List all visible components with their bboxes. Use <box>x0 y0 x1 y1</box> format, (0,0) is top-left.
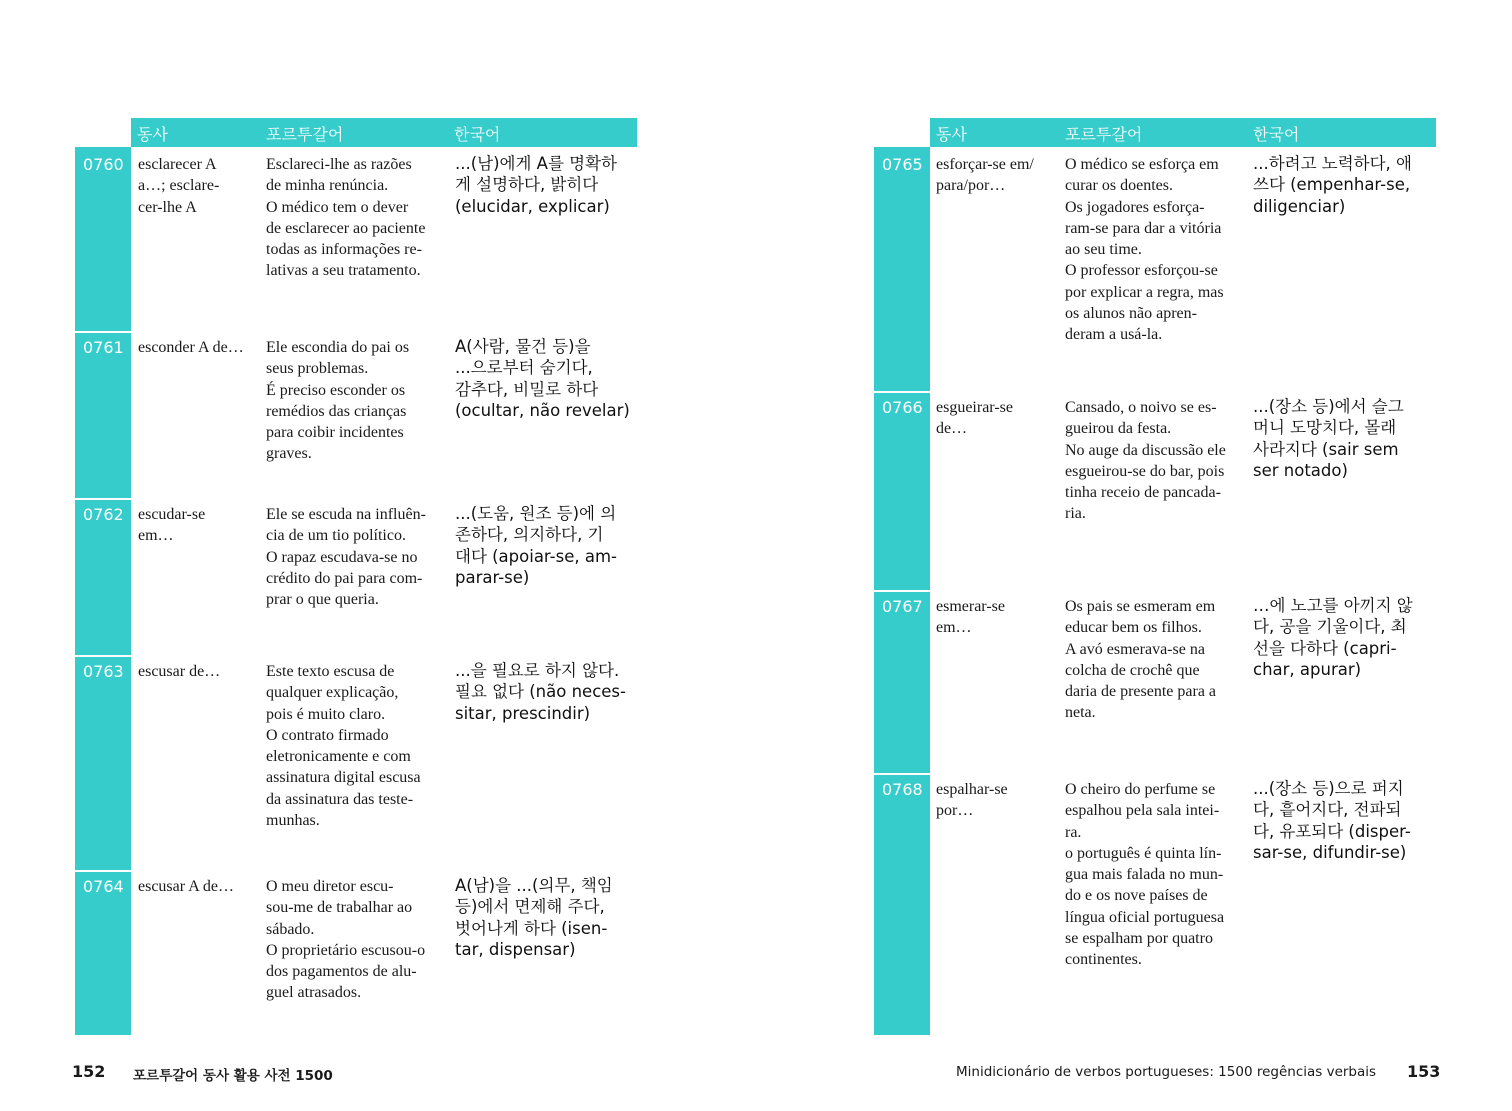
text-line: A(사람, 물건 등)을 <box>455 337 591 356</box>
text-line: deram a usá-la. <box>1065 326 1163 344</box>
row-divider <box>75 331 131 333</box>
text-line: ...(장소 등)에서 슬그 <box>1253 397 1404 416</box>
text-line: O professor esforçou-se <box>1065 262 1218 280</box>
text-line: de… <box>936 420 968 438</box>
header-verb: 동사 <box>936 125 967 144</box>
korean-meaning <box>455 660 626 724</box>
text-line: 대다 (apoiar-se, am- <box>455 546 617 566</box>
header-verb: 동사 <box>137 125 168 144</box>
text-line: ra. <box>1065 823 1082 841</box>
text-line: sitar, prescindir) <box>455 703 591 723</box>
text-line: ria. <box>1065 505 1086 523</box>
text-line: prar o que queria. <box>266 591 379 609</box>
text-line: ...(장소 등)으로 퍼지 <box>1253 779 1404 798</box>
text-line: munhas. <box>266 812 320 830</box>
text-line: gua mais falada no mun- <box>1065 866 1224 884</box>
verb-phrase <box>936 596 1005 639</box>
text-line: O contrato firmado <box>266 726 389 744</box>
entry-number: 0761 <box>83 338 124 357</box>
entry-number: 0764 <box>83 877 124 896</box>
korean-meaning <box>455 153 617 217</box>
entry-number: 0763 <box>83 662 124 681</box>
text-line: espalhar-se <box>936 781 1008 798</box>
page-number: 152 <box>72 1062 106 1081</box>
text-line: de minha renúncia. <box>266 177 389 195</box>
verb-phrase <box>138 337 244 358</box>
text-line: qualquer explicação, <box>266 684 399 702</box>
row-divider <box>874 590 930 592</box>
text-line: espalhou pela sala intei- <box>1065 802 1220 820</box>
text-line: 머니 도망치다, 몰래 <box>1253 418 1397 438</box>
korean-meaning <box>455 503 617 588</box>
text-line: sou-me de trabalhar ao <box>266 899 413 917</box>
text-line: daria de presente para a <box>1065 683 1217 701</box>
portuguese-examples <box>1065 154 1224 346</box>
entry-number: 0766 <box>882 398 923 417</box>
text-line: dos pagamentos de alu- <box>266 963 417 981</box>
text-line: A(남)을 ...(의무, 책임 <box>455 876 613 895</box>
text-line: o português é quinta lín- <box>1065 844 1222 862</box>
table-header <box>930 118 1436 147</box>
text-line: 벗어나게 하다 (isen- <box>455 918 608 938</box>
text-line: em… <box>936 619 972 637</box>
text-line: ser notado) <box>1253 460 1348 480</box>
text-line: de esclarecer ao paciente <box>266 219 426 237</box>
entry-number: 0765 <box>882 155 923 174</box>
text-line: crédito do pai para com- <box>266 569 423 587</box>
text-line: se espalham por quatro <box>1065 930 1213 948</box>
text-line: todas as informações re- <box>266 241 422 259</box>
text-line: sar-se, difundir-se) <box>1253 842 1407 862</box>
korean-meaning <box>1253 595 1413 680</box>
text-line: eletronicamente e com <box>266 748 411 766</box>
text-line: A avó esmerava-se na <box>1065 640 1205 658</box>
text-line: educar bem os filhos. <box>1065 619 1202 637</box>
text-line: parar-se) <box>455 567 530 587</box>
portuguese-examples <box>1065 397 1226 525</box>
text-line: esgueirou-se do bar, pois <box>1065 462 1225 480</box>
text-line: escudar-se <box>138 506 206 523</box>
entry-number-column <box>75 147 131 1035</box>
text-line: em… <box>138 527 174 545</box>
text-line: ao seu time. <box>1065 241 1142 259</box>
entry-number: 0768 <box>882 780 923 799</box>
text-line: 등)에서 면제해 주다, <box>455 897 605 917</box>
text-line: ...으로부터 숨기다, <box>455 358 593 378</box>
verb-phrase <box>138 661 220 682</box>
text-line: O rapaz escudava-se no <box>266 548 418 566</box>
page-number: 153 <box>1407 1062 1441 1081</box>
korean-meaning <box>1253 778 1411 863</box>
text-line: seus problemas. <box>266 360 369 378</box>
text-line: ram-se para dar a vitória <box>1065 219 1222 237</box>
text-line: O meu diretor escu- <box>266 878 394 895</box>
book-title: Minidicionário de verbos portugueses: 1500 regências verbais <box>956 1064 1377 1080</box>
text-line: Os pais se esmeram em <box>1065 598 1216 615</box>
text-line: a…; esclare- <box>138 177 220 195</box>
text-line: ...하려고 노력하다, 애 <box>1253 154 1412 173</box>
text-line: sábado. <box>266 920 315 938</box>
text-line: Cansado, o noivo se es- <box>1065 399 1217 416</box>
text-line: ...을 필요로 하지 않다. <box>455 661 620 680</box>
text-line: (ocultar, não revelar) <box>455 400 630 420</box>
text-line: cer-lhe A <box>138 198 197 216</box>
portuguese-examples <box>266 337 409 465</box>
text-line: 게 설명하다, 밝히다 <box>455 175 599 195</box>
korean-meaning <box>1253 396 1404 481</box>
text-line: por… <box>936 802 974 820</box>
text-line: 선을 다하다 (capri- <box>1253 638 1397 658</box>
text-line: ...(도움, 원조 등)에 의 <box>455 504 617 523</box>
text-line: Os jogadores esforça- <box>1065 198 1205 216</box>
text-line: ...(남)에게 A를 명확하 <box>455 154 617 173</box>
text-line: (elucidar, explicar) <box>455 196 610 216</box>
text-line: do e os nove países de <box>1065 887 1208 905</box>
text-line: O proprietário escusou-o <box>266 941 426 959</box>
text-line: tar, dispensar) <box>455 939 576 959</box>
verb-phrase <box>936 397 1013 440</box>
entry-number: 0762 <box>83 505 124 524</box>
text-line: Este texto escusa de <box>266 663 395 680</box>
text-line: assinatura digital escusa <box>266 769 421 787</box>
text-line: 다, 공을 기울이다, 최 <box>1253 617 1407 637</box>
text-line: 다, 흩어지다, 전파되 <box>1253 800 1402 820</box>
text-line: No auge da discussão ele <box>1065 441 1226 459</box>
text-line: para/por… <box>936 177 1006 195</box>
text-line: esmerar-se <box>936 598 1005 615</box>
book-title: 포르투갈어 동사 활용 사전 1500 <box>133 1068 333 1084</box>
korean-meaning <box>1253 153 1412 217</box>
text-line: cia de um tio político. <box>266 527 406 545</box>
text-line: Esclareci-lhe as razões <box>266 156 412 173</box>
row-divider <box>75 655 131 657</box>
text-line: pois é muito claro. <box>266 705 386 723</box>
text-line: graves. <box>266 445 312 463</box>
text-line: gueirou da festa. <box>1065 420 1172 438</box>
table-header <box>131 118 637 147</box>
portuguese-examples <box>266 504 426 610</box>
header-korean: 한국어 <box>1253 125 1300 144</box>
text-line: char, apurar) <box>1253 659 1362 679</box>
row-divider <box>874 391 930 393</box>
text-line: lativas a seu tratamento. <box>266 262 421 280</box>
text-line: O médico tem o dever <box>266 198 409 216</box>
verb-phrase <box>138 876 234 897</box>
entry-number: 0760 <box>83 155 124 174</box>
korean-meaning <box>455 336 630 421</box>
text-line: 존하다, 의지하다, 기 <box>455 525 604 545</box>
text-line: esforçar-se em/ <box>936 156 1034 173</box>
text-line: para coibir incidentes <box>266 424 404 442</box>
text-line: língua oficial portuguesa <box>1065 908 1225 926</box>
text-line: O médico se esforça em <box>1065 156 1219 173</box>
portuguese-examples <box>1065 779 1224 971</box>
row-divider <box>75 498 131 500</box>
text-line: escusar A de… <box>138 878 234 895</box>
header-portuguese: 포르투갈어 <box>1065 125 1143 144</box>
text-line: 사라지다 (sair sem <box>1253 439 1399 459</box>
portuguese-examples <box>266 876 425 1004</box>
text-line: esconder A de… <box>138 339 244 356</box>
text-line: continentes. <box>1065 951 1142 969</box>
text-line: neta. <box>1065 704 1096 722</box>
text-line: 쓰다 (empenhar-se, <box>1253 175 1411 195</box>
korean-meaning <box>455 875 613 960</box>
header-korean: 한국어 <box>454 125 501 144</box>
verb-phrase <box>138 154 219 218</box>
text-line: remédios das crianças <box>266 402 407 420</box>
text-line: …에 노고를 아끼지 않 <box>1253 596 1413 615</box>
text-line: esgueirar-se <box>936 399 1013 416</box>
text-line: da assinatura das teste- <box>266 790 414 808</box>
entry-number: 0767 <box>882 597 923 616</box>
text-line: por explicar a regra, mas <box>1065 283 1224 301</box>
text-line: Ele escondia do pai os <box>266 339 410 356</box>
text-line: 다, 유포되다 (disper- <box>1253 821 1411 841</box>
text-line: Ele se escuda na influên- <box>266 506 426 523</box>
text-line: O cheiro do perfume se <box>1065 781 1216 798</box>
text-line: 감추다, 비밀로 하다 <box>455 379 599 399</box>
portuguese-examples <box>266 154 425 282</box>
row-divider <box>874 773 930 775</box>
text-line: curar os doentes. <box>1065 177 1173 195</box>
text-line: diligenciar) <box>1253 196 1346 216</box>
text-line: os alunos não apren- <box>1065 305 1197 323</box>
portuguese-examples <box>1065 596 1216 724</box>
portuguese-examples <box>266 661 421 831</box>
header-portuguese: 포르투갈어 <box>266 125 344 144</box>
text-line: esclarecer A <box>138 156 217 173</box>
text-line: guel atrasados. <box>266 984 362 1002</box>
verb-phrase <box>936 779 1008 822</box>
verb-phrase <box>936 154 1034 197</box>
text-line: 필요 없다 (não neces- <box>455 682 626 702</box>
text-line: colcha de crochê que <box>1065 661 1200 679</box>
verb-phrase <box>138 504 205 547</box>
text-line: É preciso esconder os <box>266 381 406 399</box>
row-divider <box>75 870 131 872</box>
text-line: tinha receio de pancada- <box>1065 484 1221 502</box>
text-line: escusar de… <box>138 663 221 680</box>
